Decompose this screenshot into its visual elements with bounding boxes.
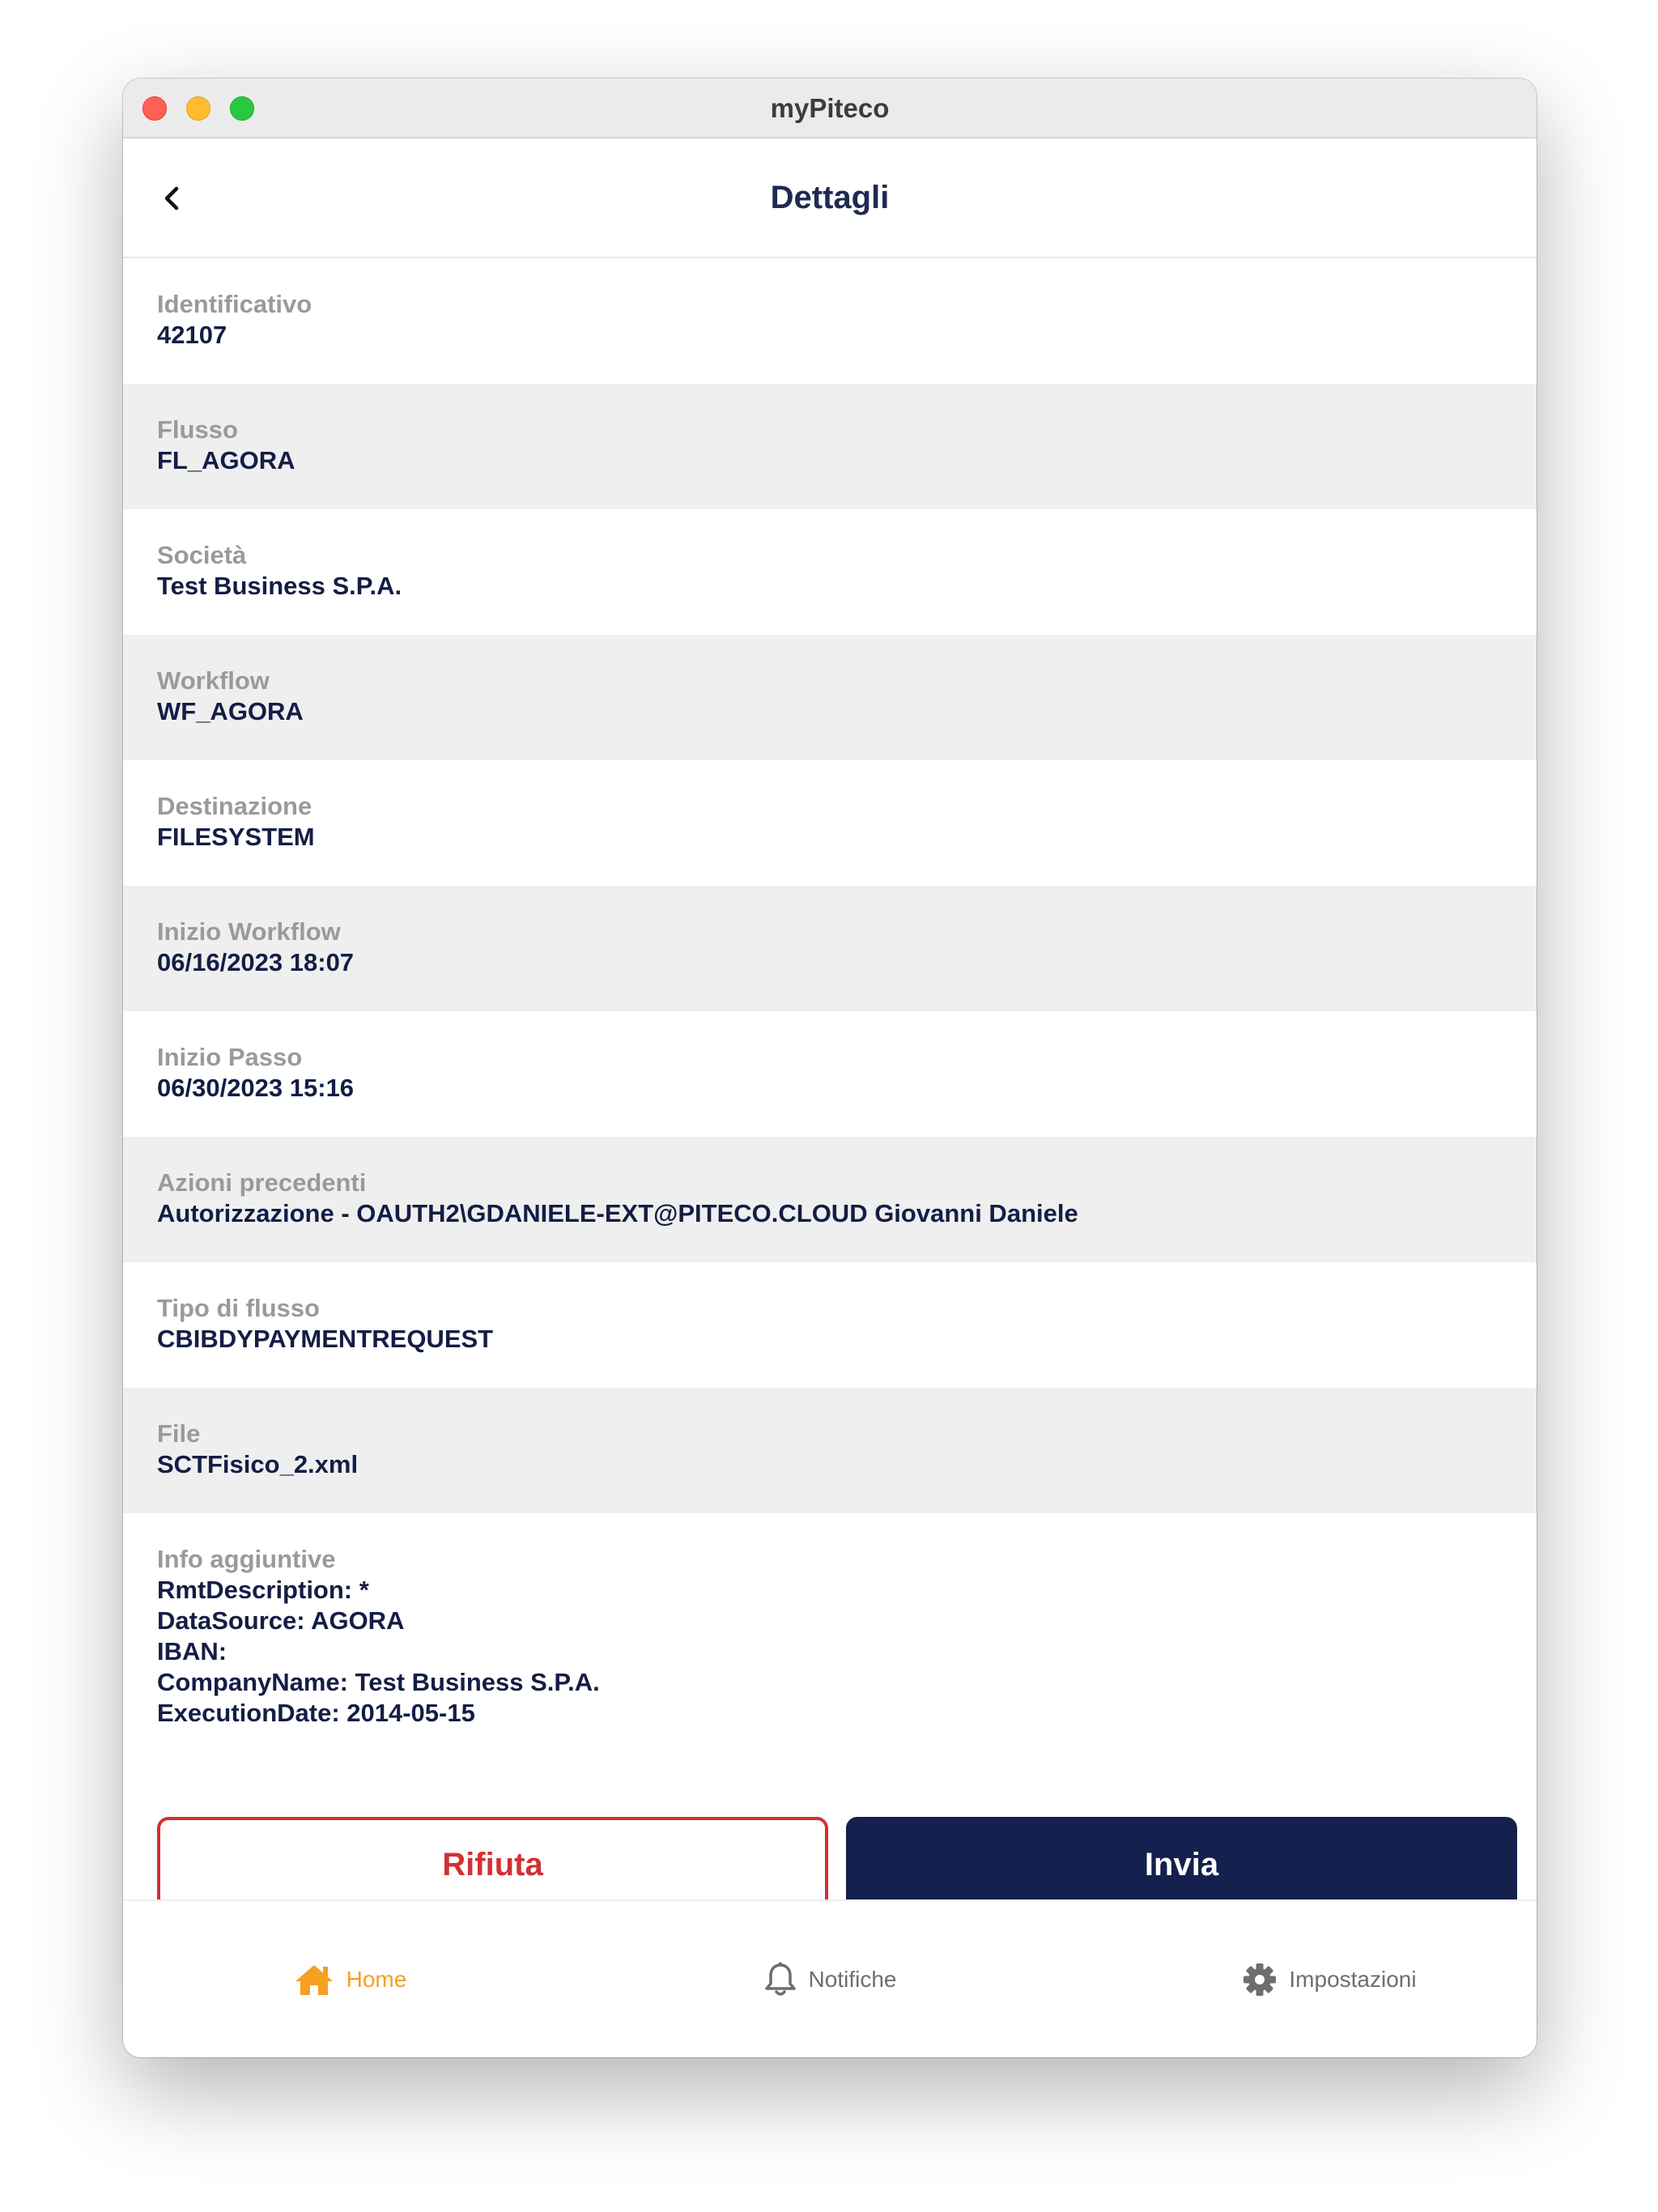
detail-label: Identificativo (157, 290, 312, 318)
detail-label: Azioni precedenti (157, 1168, 367, 1197)
detail-row-flusso (123, 384, 1537, 509)
detail-label: Inizio Passo (157, 1043, 303, 1071)
detail-label: Workflow (157, 666, 270, 695)
tab-bar (123, 1899, 1537, 2057)
detail-value: FL_AGORA (157, 446, 295, 474)
detail-row-societa (123, 509, 1537, 635)
detail-row-inizio-passo (123, 1011, 1537, 1137)
info-line: ExecutionDate: 2014-05-15 (157, 1699, 475, 1727)
detail-row-workflow (123, 635, 1537, 760)
detail-row-identificativo (123, 258, 1537, 384)
home-icon (293, 1962, 335, 1997)
detail-row-azioni-precedenti (123, 1137, 1537, 1262)
tab-notifications[interactable] (690, 1901, 970, 2057)
tab-settings[interactable] (1159, 1901, 1499, 2057)
details-list[interactable] (123, 258, 1537, 1817)
page-header (123, 138, 1537, 258)
tab-home[interactable] (220, 1901, 479, 2057)
window-title: myPiteco (770, 93, 890, 123)
detail-value: 42107 (157, 321, 227, 349)
detail-value: 06/16/2023 18:07 (157, 948, 355, 976)
info-line: IBAN: (157, 1637, 227, 1665)
detail-row-file (123, 1388, 1537, 1513)
send-button[interactable]: Invia (846, 1817, 1517, 1912)
detail-value: Test Business S.P.A. (157, 572, 402, 600)
detail-value: CBIBDYPAYMENTREQUEST (157, 1325, 494, 1353)
detail-value: SCTFisico_2.xml (157, 1450, 359, 1478)
detail-value: Autorizzazione - OAUTH2\GDANIELE-EXT@PITECO.CLOUD Giovanni Daniele (157, 1199, 1078, 1227)
detail-label: Inizio Workflow (157, 917, 341, 946)
detail-label: File (157, 1419, 201, 1448)
info-line: RmtDescription: * (157, 1576, 369, 1604)
tab-label: Impostazioni (1289, 1966, 1417, 1992)
tab-label: Notifiche (808, 1966, 897, 1992)
detail-value: FILESYSTEM (157, 823, 315, 851)
detail-row-info-aggiuntive (123, 1513, 1537, 1744)
info-line: DataSource: AGORA (157, 1606, 405, 1635)
detail-label: Società (157, 541, 247, 569)
detail-value: 06/30/2023 15:16 (157, 1074, 355, 1102)
tab-label: Home (346, 1966, 407, 1992)
reject-button[interactable]: Rifiuta (157, 1817, 828, 1912)
detail-row-inizio-workflow (123, 886, 1537, 1011)
detail-label: Flusso (157, 415, 238, 444)
gear-icon (1242, 1962, 1278, 1997)
info-lines (157, 1575, 1503, 1729)
title-bar (123, 79, 1537, 138)
app-window (123, 79, 1537, 2057)
scroll-fade (123, 1782, 1537, 1817)
detail-row-tipo-di-flusso (123, 1262, 1537, 1388)
detail-label: Info aggiuntive (157, 1545, 336, 1573)
bell-icon (763, 1961, 797, 1998)
detail-label: Destinazione (157, 792, 312, 820)
detail-value: WF_AGORA (157, 697, 304, 725)
detail-label: Tipo di flusso (157, 1294, 320, 1322)
info-line: CompanyName: Test Business S.P.A. (157, 1668, 600, 1696)
page-title: Dettagli (770, 180, 890, 215)
detail-row-destinazione (123, 760, 1537, 886)
